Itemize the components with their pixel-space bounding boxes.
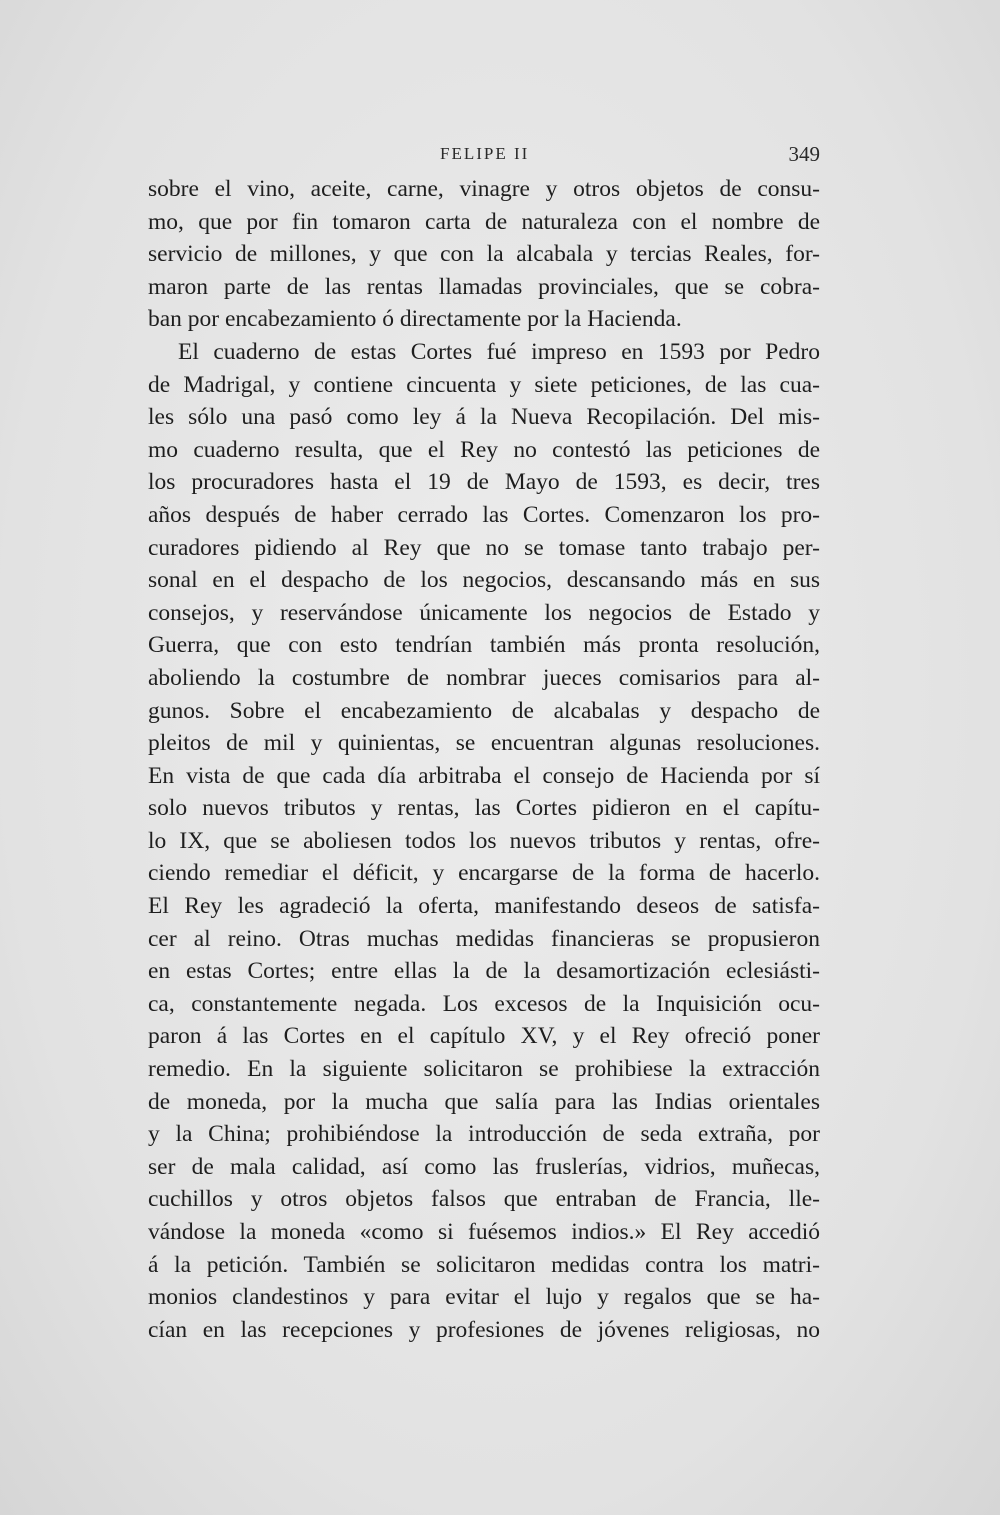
- text-line: de Madrigal, y contiene cincuenta y siete peticiones, de las cua-: [148, 371, 820, 398]
- text-line: En vista de que cada día arbitraba el consejo de Hacienda por sí: [148, 762, 820, 789]
- text-line: sobre el vino, aceite, carne, vinagre y otros objetos de consu-: [148, 176, 820, 202]
- text-line: ciendo remediar el déficit, y encargarse de la forma de hacerlo.: [148, 860, 820, 887]
- text-line: consejos, y reservándose únicamente los negocios de Estado y: [148, 599, 820, 626]
- text-line: curadores pidiendo al Rey que no se tomase tanto trabajo per-: [148, 534, 820, 561]
- text-line: remedio. En la siguiente solicitaron se prohibiese la extracción: [148, 1056, 820, 1083]
- text-line: El cuaderno de estas Cortes fué impreso en 1593 por Pedro: [178, 338, 820, 365]
- text-line: ca, constantemente negada. Los excesos de la Inquisición ocu-: [148, 990, 820, 1017]
- text-line: ser de mala calidad, así como las fruslerías, vidrios, muñecas,: [148, 1153, 820, 1180]
- text-line: Guerra, que con esto tendrían también más pronta resolución,: [148, 632, 820, 659]
- text-line: á la petición. También se solicitaron medidas contra los matri-: [148, 1251, 820, 1278]
- text-line: cer al reino. Otras muchas medidas financieras se propusieron: [148, 925, 820, 952]
- body-text: [148, 173, 820, 1346]
- text-line: maron parte de las rentas llamadas provinciales, que se cobra-: [148, 273, 820, 300]
- text-line: en estas Cortes; entre ellas la de la desamortización eclesiásti-: [148, 958, 820, 985]
- text-line: paron á las Cortes en el capítulo XV, y el Rey ofreció poner: [148, 1023, 820, 1050]
- text-line: años después de haber cerrado las Cortes. Comenzaron los pro-: [148, 501, 820, 528]
- text-line: y la China; prohibiéndose la introducción de seda extraña, por: [148, 1121, 820, 1148]
- text-line: pleitos de mil y quinientas, se encuentran algunas resoluciones.: [148, 730, 820, 757]
- text-line: solo nuevos tributos y rentas, las Cortes pidieron en el capítu-: [148, 795, 820, 822]
- text-line: lo IX, que se aboliesen todos los nuevos tributos y rentas, ofre-: [148, 827, 820, 854]
- text-line: aboliendo la costumbre de nombrar jueces comisarios para al-: [148, 664, 820, 691]
- running-head-title: FELIPE II: [440, 144, 530, 163]
- text-line: monios clandestinos y para evitar el lujo y regalos que se ha-: [148, 1284, 820, 1311]
- text-line: cuchillos y otros objetos falsos que entraban de Francia, lle-: [148, 1186, 820, 1213]
- text-line: les sólo una pasó como ley á la Nueva Recopilación. Del mis-: [148, 404, 820, 431]
- text-line: El Rey les agradeció la oferta, manifestando deseos de satisfa-: [148, 893, 820, 920]
- text-line: ban por encabezamiento ó directamente por la Hacienda.: [148, 306, 682, 333]
- text-line: mo cuaderno resulta, que el Rey no contestó las peticiones de: [148, 436, 820, 463]
- page-number: 349: [788, 142, 820, 166]
- text-line: cían en las recepciones y profesiones de jóvenes religiosas, no: [148, 1316, 820, 1343]
- text-line: mo, que por fin tomaron carta de naturaleza con el nombre de: [148, 208, 820, 235]
- text-line: vándose la moneda «como si fuésemos indios.» El Rey accedió: [148, 1219, 820, 1245]
- text-line: servicio de millones, y que con la alcabala y tercias Reales, for-: [148, 241, 820, 268]
- text-line: sonal en el despacho de los negocios, descansando más en sus: [148, 567, 820, 594]
- text-line: de moneda, por la mucha que salía para las Indias orientales: [148, 1088, 820, 1115]
- text-line: los procuradores hasta el 19 de Mayo de 1593, es decir, tres: [148, 469, 820, 496]
- text-line: gunos. Sobre el encabezamiento de alcabalas y despacho de: [148, 697, 820, 724]
- running-head: [148, 144, 820, 170]
